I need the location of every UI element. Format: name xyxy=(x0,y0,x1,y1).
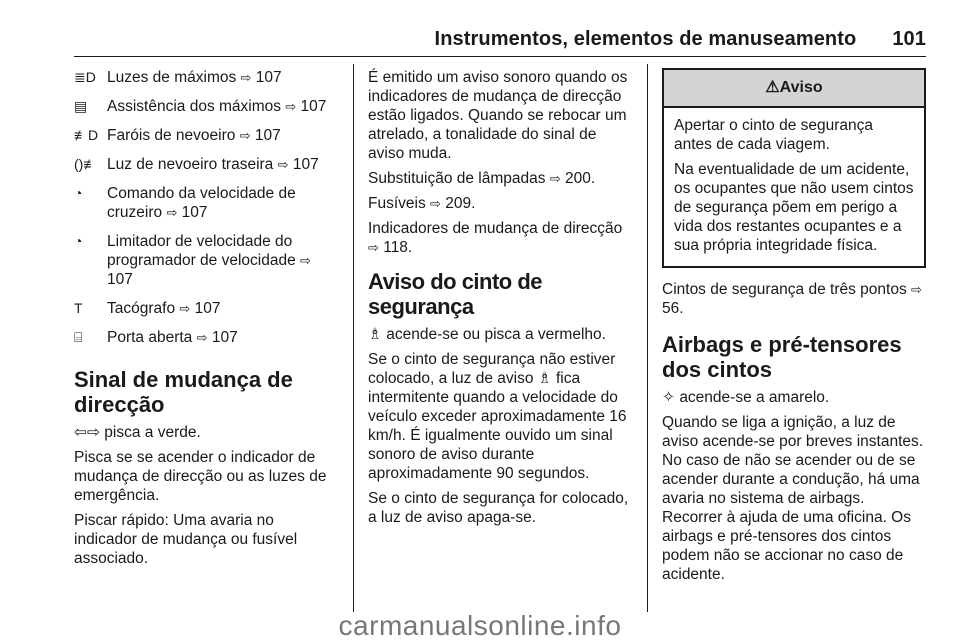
column-2 xyxy=(368,68,634,533)
list-item-text xyxy=(107,232,338,289)
reference-link[interactable] xyxy=(368,194,634,213)
high-beam-assist-icon: ▤ xyxy=(74,98,88,114)
section-title-turn-signal: Sinal de mudança de direcção xyxy=(74,367,293,417)
warning-icon: ⚠ xyxy=(765,79,780,96)
ref-page[interactable]: 107 xyxy=(292,156,319,173)
ref-arrow-icon: ⇨ xyxy=(300,253,311,268)
warning-box xyxy=(662,68,926,268)
warning-paragraph: Apertar o cinto de segurança antes de cada viagem. xyxy=(674,117,874,153)
ref-page[interactable]: 107 xyxy=(300,98,327,115)
list-item xyxy=(74,155,338,174)
list-item xyxy=(74,328,338,347)
door-open-icon: ⌸ xyxy=(74,329,83,345)
paragraph: Pisca se se acender o indicador de mudança de direcção ou as luzes de emergência. xyxy=(74,449,327,504)
list-item xyxy=(74,299,338,318)
ref-arrow-icon: ⇨ xyxy=(179,301,191,316)
airbag-text: acende-se a amarelo. xyxy=(679,389,830,406)
ref-page[interactable]: 107 xyxy=(194,300,221,317)
paragraph: Quando se liga a ignição, a luz de aviso acende-se por breves instantes. No caso de não se acender ou de se acender durante a condução, há uma avaria no sistema de airbags. Recorrer à ajuda de uma oficina. Os airbags e pré-tensores dos cintos podem não se accionar no caso de acidente. xyxy=(662,414,924,583)
ref-page[interactable]: 107 xyxy=(254,127,281,144)
item-label: Luz de nevoeiro traseira xyxy=(107,156,274,173)
item-label: Comando da velocidade de cruzeiro xyxy=(107,185,296,221)
fog-light-icon: ≢D xyxy=(74,127,99,143)
ref-page[interactable]: 107 xyxy=(211,329,238,346)
ref-arrow-icon: ⇨ xyxy=(239,128,251,143)
item-label: Faróis de nevoeiro xyxy=(107,127,236,144)
warning-header xyxy=(664,70,924,108)
list-item xyxy=(74,97,338,116)
ref-page: 118. xyxy=(383,239,413,256)
rear-fog-light-icon: ()≢ xyxy=(74,156,98,172)
section-title-seatbelt: Aviso do cinto de segurança xyxy=(368,269,543,319)
turn-signal-text: pisca a verde. xyxy=(104,424,201,441)
item-label: Porta aberta xyxy=(107,329,193,346)
item-label: Luzes de máximos xyxy=(107,69,237,86)
ref-arrow-icon: ⇨ xyxy=(196,330,208,345)
list-item-text xyxy=(107,68,338,87)
list-item xyxy=(74,184,338,222)
text: Se o cinto de segurança não estiver colocado, a luz de aviso xyxy=(368,351,616,387)
airbag-paragraph xyxy=(662,388,926,407)
ref-page[interactable]: 107 xyxy=(181,204,208,221)
item-label: Assistência dos máximos xyxy=(107,98,282,115)
list-item xyxy=(74,232,338,289)
ref-text: Fusíveis xyxy=(368,195,426,212)
ref-arrow-icon: ⇨ xyxy=(430,196,441,211)
ref-text: Indicadores de mudança de direcção xyxy=(368,220,623,237)
paragraph: Piscar rápido: Uma avaria no indicador de mudança ou fusível associado. xyxy=(74,512,298,567)
reference-link[interactable] xyxy=(368,219,634,257)
seatbelt-text: acende-se ou pisca a vermelho. xyxy=(386,326,606,343)
page-number: 101 xyxy=(892,28,926,50)
list-item-text xyxy=(107,155,338,174)
seatbelt-icon: ♗ xyxy=(537,370,552,387)
tachograph-icon: T xyxy=(74,300,83,316)
warning-body xyxy=(664,108,924,266)
seatbelt-paragraph xyxy=(368,325,634,344)
column-1 xyxy=(74,68,338,574)
paragraph: É emitido um aviso sonoro quando os indicadores de mudança de direcção estão ligados. Quando se rebocar um atrelado, a tonalidade do sinal de aviso muda. xyxy=(368,69,628,162)
list-item-text xyxy=(107,299,338,318)
ref-arrow-icon: ⇨ xyxy=(368,240,379,255)
cruise-control-icon: ◔ xyxy=(74,185,83,201)
column-divider-1 xyxy=(353,64,354,612)
list-item-text xyxy=(107,126,338,145)
ref-page: 56. xyxy=(662,300,684,317)
ref-page: 200. xyxy=(565,170,596,187)
paragraph xyxy=(368,350,634,483)
warning-paragraph: Na eventualidade de um acidente, os ocupantes que não usem cintos de segurança põem em perigo a vida dos restantes ocupantes e a sua própria integridade física. xyxy=(674,161,914,254)
ref-arrow-icon: ⇨ xyxy=(549,171,561,186)
ref-arrow-icon: ⇨ xyxy=(285,99,297,114)
reference-link[interactable] xyxy=(368,169,634,188)
item-label: Tacógrafo xyxy=(107,300,176,317)
seatbelt-icon: ♗ xyxy=(368,326,382,343)
turn-signal-paragraph xyxy=(74,423,338,442)
ref-arrow-icon: ⇨ xyxy=(166,205,178,220)
column-divider-2 xyxy=(647,64,648,612)
watermark: carmanualsonline.info xyxy=(338,610,622,641)
header-rule xyxy=(74,56,926,57)
page-title: Instrumentos, elementos de manuseamento xyxy=(434,28,857,50)
paragraph: Se o cinto de segurança for colocado, a luz de aviso apaga-se. xyxy=(368,490,629,526)
ref-text: Substituição de lâmpadas xyxy=(368,170,546,187)
ref-arrow-icon: ⇨ xyxy=(911,282,922,297)
turn-signal-icon: ⇦⇨ xyxy=(74,424,100,441)
list-item xyxy=(74,126,338,145)
ref-page[interactable]: 107 xyxy=(255,69,282,86)
ref-text: Cintos de segurança de três pontos xyxy=(662,281,907,298)
column-3 xyxy=(662,68,926,590)
ref-arrow-icon: ⇨ xyxy=(240,70,252,85)
list-item-text xyxy=(107,97,338,116)
reference-link[interactable] xyxy=(662,280,926,318)
item-label: Limitador de velocidade do programador de velocidade xyxy=(107,233,296,269)
ref-page[interactable]: 107 xyxy=(107,271,133,288)
section-title-airbags: Airbags e pré-tensores dos cintos xyxy=(662,332,902,382)
list-item xyxy=(74,68,338,87)
text: fica intermitente quando a velocidade do veículo exceder aproximadamente 16 km/h. É igualmente ouvido um sinal sonoro de aviso durante aproximadamente 90 segundos. xyxy=(368,370,627,482)
speed-limiter-icon: ◔ xyxy=(74,233,83,249)
page-header xyxy=(0,28,926,51)
ref-page: 209. xyxy=(445,195,476,212)
ref-arrow-icon: ⇨ xyxy=(277,157,289,172)
high-beam-icon: ≣D xyxy=(74,69,96,85)
warning-title: Aviso xyxy=(779,79,823,96)
list-item-text xyxy=(107,328,338,347)
airbag-icon: ✧ xyxy=(662,389,675,406)
list-item-text xyxy=(107,184,338,222)
